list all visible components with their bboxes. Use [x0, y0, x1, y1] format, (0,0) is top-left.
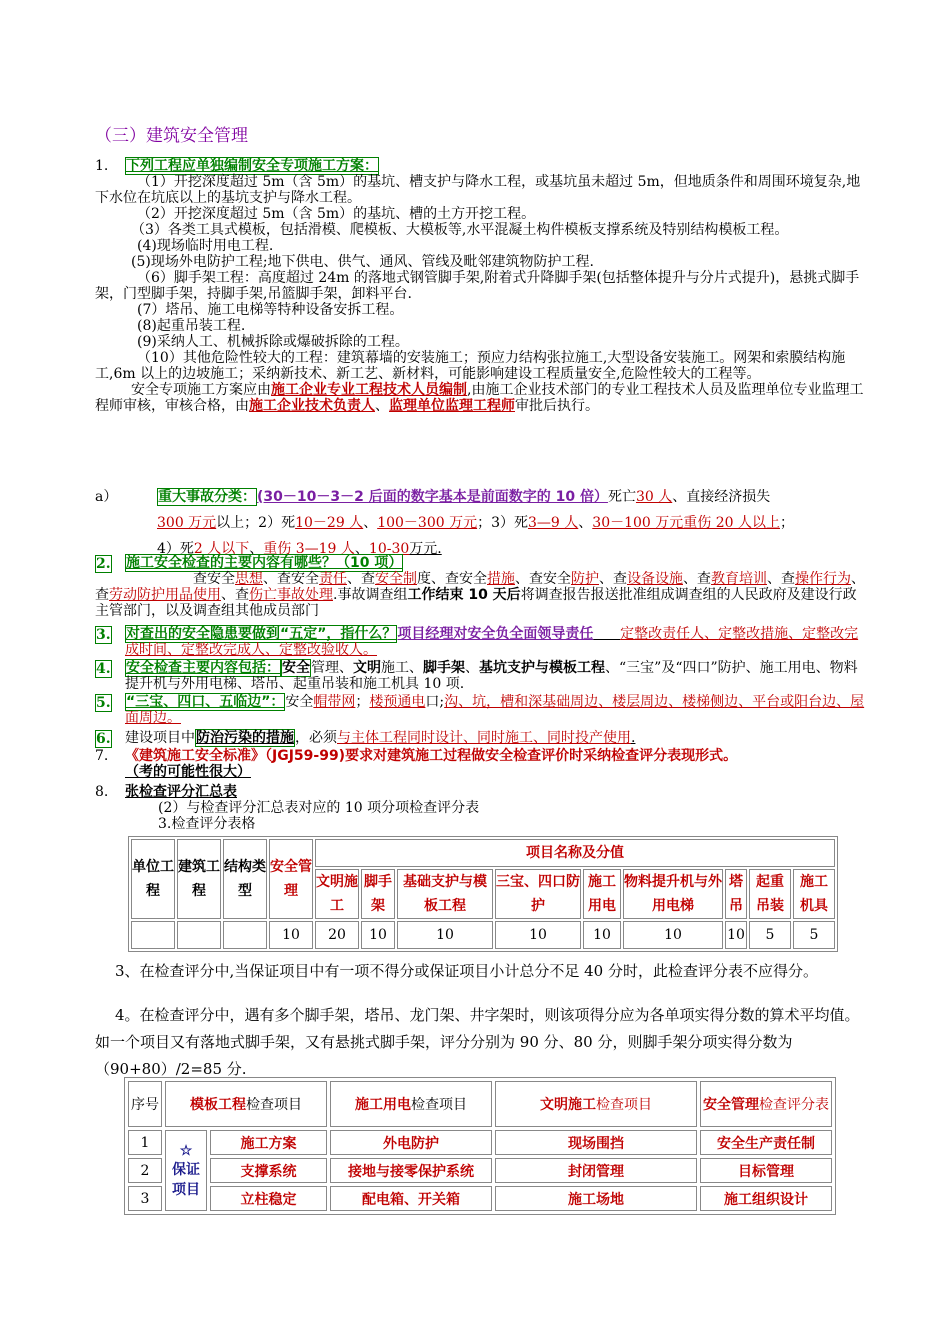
text: (2）与检查评分汇总表对应的 10 项分项检查评分表 [158, 800, 480, 816]
text: 、 [249, 541, 264, 557]
score-cell: 5 [793, 921, 835, 949]
section-1 [95, 158, 870, 414]
empty-cell [131, 921, 175, 949]
item-number: 1. [95, 158, 109, 174]
score-cell: 10 [397, 921, 493, 949]
list-item: (7）塔吊、施工电梯等特种设备安拆工程。 [137, 302, 404, 318]
section-1-heading: 下列工程应单独编制安全专项施工方案： [126, 158, 378, 174]
row-number: 2 [128, 1158, 162, 1183]
table-cell: 封闭管理 [495, 1158, 697, 1183]
highlight: 沟、坑，槽和深基础周边、楼层周边、楼梯侧边、平台或阳台边、屋面周边。 [125, 694, 865, 726]
highlight: 100－300 万元 [377, 515, 478, 531]
highlight: 施工企业专业工程技术人员编制 [271, 382, 467, 398]
text: 将调查报告报送批准组成调查组的人民政府及建设行政主管部门，以及调查组其他成员部门 [95, 587, 857, 619]
header-col: 施工机具 [793, 869, 835, 919]
header-key: 安全管理 [703, 1097, 759, 1113]
highlight: 监理单位监理工程师 [389, 398, 515, 414]
table-cell: 施工组织设计 [700, 1186, 832, 1211]
highlight: 30－100 万元重伤 20 人以上 [592, 515, 780, 531]
header-col: 塔吊 [725, 869, 747, 919]
text: 、查 [599, 571, 627, 587]
section-2-heading: 施工安全检查的主要内容有哪些？（10 项） [126, 555, 403, 571]
list-item: （3）各类工具式模板，包括滑模、爬模板、大模板等,水平混凝土构件模板支撑系统及特别结构模板工程。 [131, 222, 789, 238]
highlight: 责任 [319, 571, 347, 587]
header-formwork [165, 1081, 327, 1127]
section-8 [95, 784, 870, 832]
paragraph-3 [95, 958, 870, 985]
accident-classification [95, 484, 870, 562]
highlight: 防治污染的措施 [196, 730, 294, 746]
empty-cell [177, 921, 221, 949]
table-cell: 现场围挡 [495, 1130, 697, 1155]
header-text: 检查项目 [246, 1097, 302, 1113]
highlight: 伤亡事故处理 [249, 587, 333, 603]
highlight: 工作结束 10 天后 [407, 587, 521, 603]
highlight: 训 [753, 571, 767, 587]
text: ；3）死 [477, 515, 529, 531]
highlight: 思想 [235, 571, 263, 587]
text: 、查 [221, 587, 249, 603]
score-summary-table [128, 836, 838, 952]
text: 度、查安全 [417, 571, 487, 587]
header-col: 脚手架 [361, 869, 395, 919]
empty-cell [223, 921, 267, 949]
header-group: 项目名称及分值 [315, 839, 835, 867]
table-cell: 施工方案 [210, 1130, 327, 1155]
highlight: 30 人 [635, 489, 673, 505]
text: 3.检查评分表格 [158, 816, 256, 832]
table-cell: 目标管理 [700, 1158, 832, 1183]
header-civilized [495, 1081, 697, 1127]
header-text: 检查项目 [596, 1097, 652, 1113]
highlight: 措施 [487, 571, 515, 587]
header-safety: 安全管理 [269, 839, 313, 919]
score-cell: 10 [269, 921, 313, 949]
section-3-heading: 对查出的安全隐患要做到“五定”，指什么？ [126, 626, 397, 642]
text: 万元. [409, 541, 442, 557]
highlight: 设备设施 [627, 571, 683, 587]
highlight: 楼预通电 [369, 694, 426, 710]
text: 管理、 [311, 660, 353, 676]
score-cell: 10 [623, 921, 723, 949]
item-number: 5. [96, 695, 111, 711]
header-col: 文明施工 [315, 869, 359, 919]
header-unit: 单位工程 [131, 839, 175, 919]
text: ； [355, 694, 370, 710]
text: 、直接经济损失 [672, 489, 771, 505]
accident-heading: 重大事故分类： [158, 489, 256, 505]
text: 、 [465, 660, 479, 676]
highlight: 2 人以下 [193, 541, 250, 557]
highlight: 操作行为 [795, 571, 851, 587]
text: 、“三宝”及“四口”防护、施工用电、物料提升机与外用电梯、塔吊、起重吊装和施工机具 10 项. [125, 660, 858, 692]
score-cell: 10 [583, 921, 621, 949]
table-cell: 外电防护 [330, 1130, 492, 1155]
table-cell: 接地与接零保护系统 [330, 1158, 492, 1183]
paragraph-4 [95, 1002, 870, 1083]
text [593, 626, 620, 642]
section-title: （三）建筑安全管理 [95, 126, 248, 146]
section-5-heading: “三宝、四口、五临边”： [126, 694, 285, 710]
item-number: 4. [96, 661, 111, 677]
highlight: 定整改责任人、 [620, 626, 719, 642]
text: 、 [354, 541, 369, 557]
text: ,由施工企业技术部门的专业工程技术人员及监理单位专业监理工程师审核，审核合格，由 [95, 382, 864, 414]
highlight: 施工企业技术负责人 [249, 398, 375, 414]
header-col: 施工用电 [583, 869, 621, 919]
highlight: 防护 [571, 571, 599, 587]
inspection-contents [95, 571, 870, 619]
accident-note: (30－10－3－2 后面的数字基本是前面数字的 10 倍） [257, 489, 608, 505]
section-5 [95, 694, 870, 726]
guarantee-group [165, 1130, 207, 1211]
highlight: 劳动防护用品使用 [109, 587, 221, 603]
text: 4。在检查评分中，遇有多个脚手架，塔吊、龙门架、井字架时，则该项得分应为各单项实得分数的算术平均值。如一个项目又有落地式脚手架，又有悬挑式脚手架，评分分别为 90 分、80 分，则脚手架分项实得分数为（90+80）/2=85 分. [95, 1006, 860, 1078]
text: .事故调查组 [333, 587, 408, 603]
highlight: 帽带网 [313, 694, 356, 710]
star-icon: ☆ [179, 1142, 193, 1159]
table-cell: 安全生产责任制 [700, 1130, 832, 1155]
text: 安全专项施工方案应由 [131, 382, 271, 398]
list-item: (9)采纳人工、机械拆除或爆破拆除的工程。 [137, 334, 409, 350]
header-col: 基础支护与模板工程 [397, 869, 493, 919]
section-4 [95, 660, 870, 692]
group-label: 保证项目 [172, 1161, 200, 1198]
score-cell: 20 [315, 921, 359, 949]
table-cell: 施工场地 [495, 1186, 697, 1211]
highlight: 定整改措施、定整改完成时间、定整改完成人、定整改验收人。 [125, 626, 859, 658]
item-number: 3. [96, 627, 111, 643]
section-8-heading: 张检查评分汇总表 [125, 784, 237, 800]
table-cell: 支撑系统 [210, 1158, 327, 1183]
item-number: 6. [96, 731, 111, 747]
table-cell: 立柱稳定 [210, 1186, 327, 1211]
approval-paragraph [95, 382, 870, 414]
row-number: 1 [128, 1130, 162, 1155]
item-number: 2. [96, 556, 111, 572]
highlight: 300 万元 [157, 515, 217, 531]
text: 、查安全 [263, 571, 319, 587]
text: ，必须 [295, 730, 337, 746]
score-cell: 10 [495, 921, 581, 949]
text: 审批后执行。 [515, 398, 599, 414]
text: 施工、 [381, 660, 423, 676]
section-7 [95, 748, 870, 780]
text: 、查 [95, 571, 865, 603]
header-key: 施工用电 [355, 1097, 411, 1113]
header-col: 物料提升机与外用电梯 [623, 869, 723, 919]
item-label: a） [95, 489, 118, 505]
section-6 [95, 730, 870, 746]
header-col: 三宝、四口防护 [495, 869, 581, 919]
header-text: 检查评分表 [759, 1097, 829, 1113]
text: 建设项目中 [125, 730, 195, 746]
header-key: 模板工程 [190, 1097, 246, 1113]
keyword: 基坑支护与模板工程 [479, 660, 605, 676]
list-item: (8)起重吊装工程. [137, 318, 246, 334]
highlight: 与主体工程同时设计、同时施工、同时投产使用 [337, 730, 631, 746]
list-item: (4)现场临时用电工程. [137, 238, 274, 254]
highlight: 10-30 [368, 541, 410, 557]
header-type: 结构类型 [223, 839, 267, 919]
text: 4）死 [157, 541, 194, 557]
text: 、查 [683, 571, 711, 587]
text: 3、在检查评分中,当保证项目中有一项不得分或保证项目小计总分不足 40 分时，此检查评分表不应得分。 [115, 962, 818, 980]
section-3 [95, 626, 870, 658]
text: 、查 [767, 571, 795, 587]
text: 口; [425, 694, 445, 710]
highlight: （考的可能性很大） [125, 764, 251, 780]
highlight: 3—9 人 [528, 515, 579, 531]
text: . [631, 730, 636, 746]
highlight: 安全制 [375, 571, 417, 587]
text: 死亡 [607, 489, 636, 505]
text: 、 [375, 398, 389, 414]
text: 、 [578, 515, 593, 531]
header-electric [330, 1081, 492, 1127]
highlight: 重伤 3—19 人 [263, 541, 355, 557]
keyword: 脚手架 [423, 660, 465, 676]
text: 查安全 [193, 571, 235, 587]
highlight: 项目经理对安全负全面领导责任 [397, 626, 594, 642]
list-item: （1）开挖深度超过 5m（含 5m）的基坑、槽支护与降水工程，或基坑虽未超过 5m，但地质条件和周围环境复杂,地下水位在坑底以上的基坑支护与降水工程。 [95, 174, 861, 206]
row-number: 3 [128, 1186, 162, 1211]
list-item: （2）开挖深度超过 5m（含 5m）的基坑、槽的土方开挖工程。 [137, 206, 536, 222]
highlight: 《建筑施工安全标准》（JGJ59-99)要求对建筑施工过程做安全检查评价时采纳检查评分表现形式。 [125, 748, 738, 764]
header-area: 建筑工程 [177, 839, 221, 919]
header-seq: 序号 [128, 1081, 162, 1127]
header-col: 起重吊装 [749, 869, 791, 919]
text: 、查 [347, 571, 375, 587]
header-text: 检查项目 [411, 1097, 467, 1113]
text: 、查安全 [515, 571, 571, 587]
keyword: 安全 [282, 660, 310, 676]
section-2 [95, 555, 870, 619]
item-number: 8. [95, 784, 109, 800]
header-key: 文明施工 [540, 1097, 596, 1113]
highlight: 教育培 [711, 571, 753, 587]
text: 安全 [285, 694, 314, 710]
score-cell: 5 [749, 921, 791, 949]
header-safety-mgmt [700, 1081, 832, 1127]
check-items-table [124, 1077, 836, 1215]
table-cell: 配电箱、开关箱 [330, 1186, 492, 1211]
section-4-heading: 安全检查主要内容包括： [126, 660, 280, 676]
text: 以上；2）死 [216, 515, 296, 531]
text: 、 [363, 515, 378, 531]
score-cell: 10 [361, 921, 395, 949]
list-item: (5)现场外电防护工程;地下供电、供气、通风、管线及毗邻建筑物防护工程. [131, 254, 594, 270]
keyword: 文明 [353, 660, 381, 676]
highlight: 10－29 人 [295, 515, 364, 531]
score-cell: 10 [725, 921, 747, 949]
text: ； [779, 515, 794, 531]
list-item: （10）其他危险性较大的工程：建筑幕墙的安装施工；预应力结构张拉施工,大型设备安装施工。网架和索膜结构施工,6m 以上的边坡施工；采纳新技术、新工艺、新材料，可能影响建设工程质量安全,危险性较大的工程等。 [95, 350, 846, 382]
item-number: 7. [95, 748, 109, 764]
list-item: （6）脚手架工程：高度超过 24m 的落地式钢管脚手架,附着式升降脚手架(包括整体提升与分片式提升)，悬挑式脚手架，门型脚手架，持脚手架,吊篮脚手架，卸料平台. [95, 270, 860, 302]
